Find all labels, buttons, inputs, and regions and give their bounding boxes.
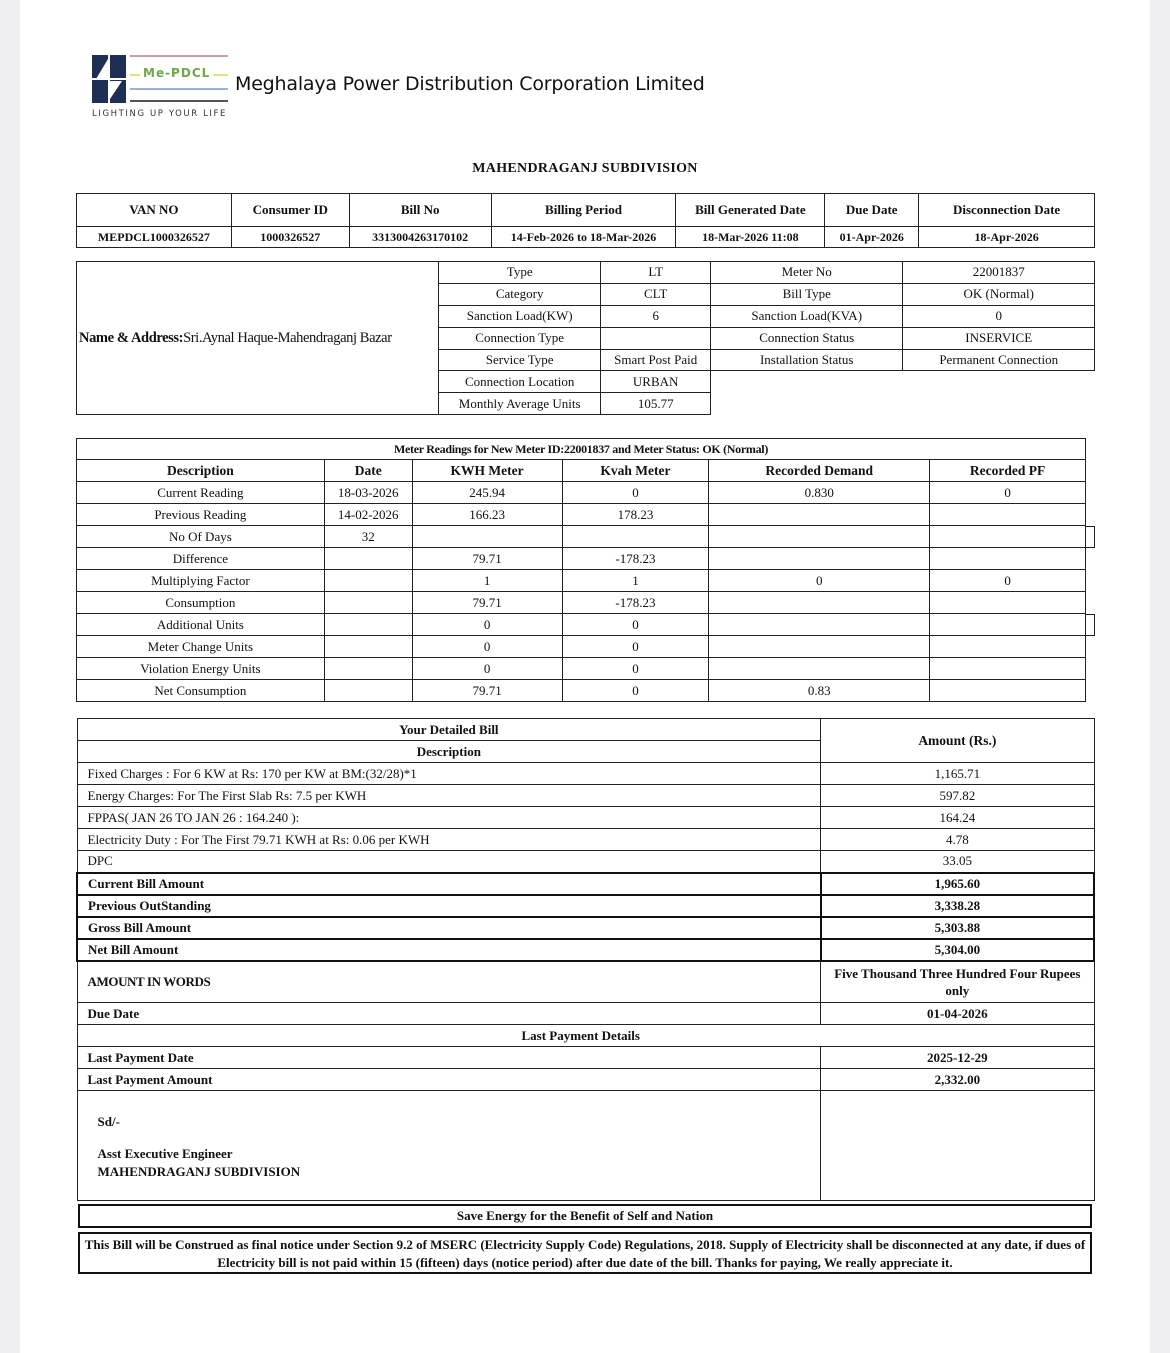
detail-row [439, 371, 711, 393]
table-row [77, 592, 1086, 614]
detail-value: 22001837 [903, 262, 1095, 284]
charge-desc: Energy Charges: For The First Slab Rs: 7.5 per KWH [77, 785, 821, 807]
charge-desc: Electricity Duty : For The First 79.71 KWH at Rs: 0.06 per KWH [77, 829, 821, 851]
cell: 1 [412, 570, 562, 592]
signature-office: MAHENDRAGANJ SUBDIVISION [97, 1164, 301, 1179]
cell: 178.23 [562, 504, 709, 526]
gross-bill-row [77, 917, 1094, 939]
detail-value: Permanent Connection [903, 349, 1095, 371]
last-payment-date-label: Last Payment Date [77, 1047, 821, 1069]
cell: Current Reading [77, 482, 325, 504]
cell: -178.23 [562, 592, 709, 614]
cell [709, 526, 930, 548]
cell: 79.71 [412, 680, 562, 702]
table-border-stub [1086, 526, 1095, 548]
meter-readings-title: Meter Readings for New Meter ID:22001837 and Meter Status: OK (Normal) [77, 439, 1086, 460]
net-bill-row [77, 939, 1094, 961]
cell [930, 504, 1086, 526]
detail-label: Type [439, 262, 601, 284]
previous-outstanding-row [77, 895, 1094, 917]
cell: 0.83 [709, 680, 930, 702]
amount-in-words-label: AMOUNT IN WORDS [77, 961, 821, 1003]
cell: 0 [412, 636, 562, 658]
table-row [77, 614, 1086, 636]
cell: 0 [562, 482, 709, 504]
cell [709, 636, 930, 658]
charge-amount: 4.78 [821, 829, 1094, 851]
detail-value: 0 [903, 305, 1095, 327]
detail-label: Installation Status [711, 349, 903, 371]
cell: Meter Change Units [77, 636, 325, 658]
cell: Multiplying Factor [77, 570, 325, 592]
col-header-due-date: Due Date [825, 194, 919, 227]
cell [930, 658, 1086, 680]
cell: No Of Days [77, 526, 325, 548]
cell: 18-03-2026 [324, 482, 412, 504]
detail-row [439, 327, 711, 349]
cell: 32 [324, 526, 412, 548]
cell: 166.23 [412, 504, 562, 526]
total-label: Gross Bill Amount [77, 917, 821, 939]
detail-row [711, 327, 1095, 349]
detail-label: Service Type [439, 349, 601, 371]
billing-period-value: 14-Feb-2026 to 18-Mar-2026 [491, 227, 676, 248]
charge-row [77, 829, 1094, 851]
detail-value: Smart Post Paid [601, 349, 711, 371]
detail-value [601, 327, 711, 349]
detail-label: Meter No [711, 262, 903, 284]
charge-amount: 1,165.71 [821, 763, 1094, 785]
total-label: Previous OutStanding [77, 895, 821, 917]
detail-row [711, 262, 1095, 284]
total-amount: 5,304.00 [821, 939, 1094, 961]
cell: -178.23 [562, 548, 709, 570]
cell [930, 548, 1086, 570]
cell: 245.94 [412, 482, 562, 504]
current-bill-row [77, 873, 1094, 895]
connection-details-table [438, 261, 711, 415]
cell [324, 548, 412, 570]
signature-sd: Sd/- [97, 1114, 120, 1129]
col-header-description: Description [77, 460, 325, 482]
cell [324, 570, 412, 592]
due-date-label: Due Date [77, 1003, 821, 1025]
due-date-value: 01-Apr-2026 [825, 227, 919, 248]
col-header-recorded-pf: Recorded PF [930, 460, 1086, 482]
cell: 79.71 [412, 592, 562, 614]
bill-summary-table [76, 193, 1095, 248]
detail-value: OK (Normal) [903, 283, 1095, 305]
name-address-cell [76, 261, 439, 415]
cell [324, 614, 412, 636]
detail-value: CLT [601, 283, 711, 305]
cell [709, 548, 930, 570]
detail-value: 6 [601, 305, 711, 327]
logo-wordmark [130, 55, 228, 105]
cell: Consumption [77, 592, 325, 614]
cell [324, 636, 412, 658]
cell: 0 [412, 614, 562, 636]
charge-desc: FPPAS( JAN 26 TO JAN 26 : 164.240 ): [77, 807, 821, 829]
detailed-bill-table [76, 718, 1095, 1201]
cell [562, 526, 709, 548]
cell [930, 592, 1086, 614]
due-date-value: 01-04-2026 [821, 1003, 1094, 1025]
cell [324, 658, 412, 680]
detail-label: Monthly Average Units [439, 393, 601, 415]
cell [324, 680, 412, 702]
disconnection-date-value: 18-Apr-2026 [919, 227, 1095, 248]
signature-blank-cell [821, 1091, 1094, 1201]
col-header-disconnection-date: Disconnection Date [919, 194, 1095, 227]
cell [930, 636, 1086, 658]
detail-value: INSERVICE [903, 327, 1095, 349]
table-row [77, 482, 1086, 504]
cell [930, 680, 1086, 702]
signature-designation: Asst Executive Engineer [97, 1146, 233, 1161]
cell: 0.830 [709, 482, 930, 504]
name-address-label: Name & Address: [79, 329, 184, 346]
cell [709, 592, 930, 614]
detailed-bill-title: Your Detailed Bill [77, 719, 821, 741]
col-header-van-no: VAN NO [77, 194, 232, 227]
detail-label: Connection Status [711, 327, 903, 349]
detail-label: Connection Type [439, 327, 601, 349]
description-header: Description [77, 741, 821, 763]
bill-no-value: 3313004263170102 [349, 227, 491, 248]
total-amount: 1,965.60 [821, 873, 1094, 895]
amount-in-words-value: Five Thousand Three Hundred Four Rupees only [821, 961, 1094, 1003]
table-row [77, 570, 1086, 592]
detail-value: URBAN [601, 371, 711, 393]
disconnection-notice: This Bill will be Construed as final notice under Section 9.2 of MSERC (Electricity Supply Code) Regulations, 2018. Supply of Electricity shall be disconnected at any date, if dues of Electricity bill is not paid within 15 (fifteen) days (notice period) after due date of the bill. Thanks for paying, We really appreciate it. [78, 1232, 1092, 1274]
cell [709, 614, 930, 636]
col-header-consumer-id: Consumer ID [231, 194, 349, 227]
mepdcl-logo-icon [92, 55, 126, 103]
cell: 0 [709, 570, 930, 592]
cell: 0 [562, 614, 709, 636]
table-row [77, 504, 1086, 526]
cell: 0 [930, 482, 1086, 504]
charge-desc: DPC [77, 851, 821, 873]
consumer-id-value: 1000326527 [231, 227, 349, 248]
charge-amount: 597.82 [821, 785, 1094, 807]
detail-label: Sanction Load(KW) [439, 305, 601, 327]
cell: 0 [930, 570, 1086, 592]
table-border-stub [1086, 614, 1095, 636]
cell: 0 [412, 658, 562, 680]
cell: Additional Units [77, 614, 325, 636]
last-payment-date-row [77, 1047, 1094, 1069]
cell: Previous Reading [77, 504, 325, 526]
detail-value: 105.77 [601, 393, 711, 415]
amount-header: Amount (Rs.) [821, 719, 1094, 763]
logo-text: Me-PDCL [140, 66, 213, 80]
charge-amount: 164.24 [821, 807, 1094, 829]
total-amount: 3,338.28 [821, 895, 1094, 917]
detail-row [439, 349, 711, 371]
detail-row [439, 305, 711, 327]
charge-desc: Fixed Charges : For 6 KW at Rs: 170 per KW at BM:(32/28)*1 [77, 763, 821, 785]
cell [412, 526, 562, 548]
cell [930, 526, 1086, 548]
table-row [77, 548, 1086, 570]
name-address-value: Sri.Aynal Haque-Mahendraganj Bazar [183, 329, 392, 346]
detail-row [711, 349, 1095, 371]
col-header-kvah-meter: Kvah Meter [562, 460, 709, 482]
detail-row [711, 283, 1095, 305]
bill-generated-date-value: 18-Mar-2026 11:08 [676, 227, 825, 248]
last-payment-amount-label: Last Payment Amount [77, 1069, 821, 1091]
table-row [77, 680, 1086, 702]
cell: 0 [562, 658, 709, 680]
cell: 0 [562, 636, 709, 658]
signature-block [77, 1091, 821, 1201]
detail-row [439, 283, 711, 305]
total-label: Net Bill Amount [77, 939, 821, 961]
last-payment-date-value: 2025-12-29 [821, 1047, 1094, 1069]
detail-label: Sanction Load(KVA) [711, 305, 903, 327]
amount-in-words-row [77, 961, 1094, 1003]
last-payment-title: Last Payment Details [77, 1025, 1094, 1047]
detail-label: Bill Type [711, 283, 903, 305]
total-label: Current Bill Amount [77, 873, 821, 895]
cell [324, 592, 412, 614]
col-header-bill-no: Bill No [349, 194, 491, 227]
company-name: Meghalaya Power Distribution Corporation Limited [235, 73, 705, 95]
total-amount: 5,303.88 [821, 917, 1094, 939]
col-header-recorded-demand: Recorded Demand [709, 460, 930, 482]
col-header-billing-period: Billing Period [491, 194, 676, 227]
last-payment-amount-value: 2,332.00 [821, 1069, 1094, 1091]
detail-value: LT [601, 262, 711, 284]
charge-row [77, 851, 1094, 873]
table-row [77, 526, 1086, 548]
detail-row [711, 305, 1095, 327]
detail-row [439, 262, 711, 284]
col-header-date: Date [324, 460, 412, 482]
charge-row [77, 807, 1094, 829]
cell [709, 658, 930, 680]
van-no-value: MEPDCL1000326527 [77, 227, 232, 248]
charge-row [77, 785, 1094, 807]
cell: 79.71 [412, 548, 562, 570]
meter-readings-table [76, 438, 1086, 702]
col-header-kwh-meter: KWH Meter [412, 460, 562, 482]
save-energy-slogan: Save Energy for the Benefit of Self and Nation [78, 1204, 1092, 1228]
subdivision-title: MAHENDRAGANJ SUBDIVISION [472, 161, 698, 176]
cell [709, 504, 930, 526]
due-date-row [77, 1003, 1094, 1025]
col-header-bill-generated-date: Bill Generated Date [676, 194, 825, 227]
charge-amount: 33.05 [821, 851, 1094, 873]
meter-details-table [710, 261, 1095, 371]
cell: 0 [562, 680, 709, 702]
logo-tagline: LIGHTING UP YOUR LIFE [92, 109, 227, 119]
cell: 14-02-2026 [324, 504, 412, 526]
cell [930, 614, 1086, 636]
detail-label: Category [439, 283, 601, 305]
cell: Violation Energy Units [77, 658, 325, 680]
last-payment-amount-row [77, 1069, 1094, 1091]
table-row [77, 658, 1086, 680]
charge-row [77, 763, 1094, 785]
cell: Net Consumption [77, 680, 325, 702]
detail-row [439, 393, 711, 415]
cell: 1 [562, 570, 709, 592]
table-row [77, 636, 1086, 658]
cell: Difference [77, 548, 325, 570]
detail-label: Connection Location [439, 371, 601, 393]
